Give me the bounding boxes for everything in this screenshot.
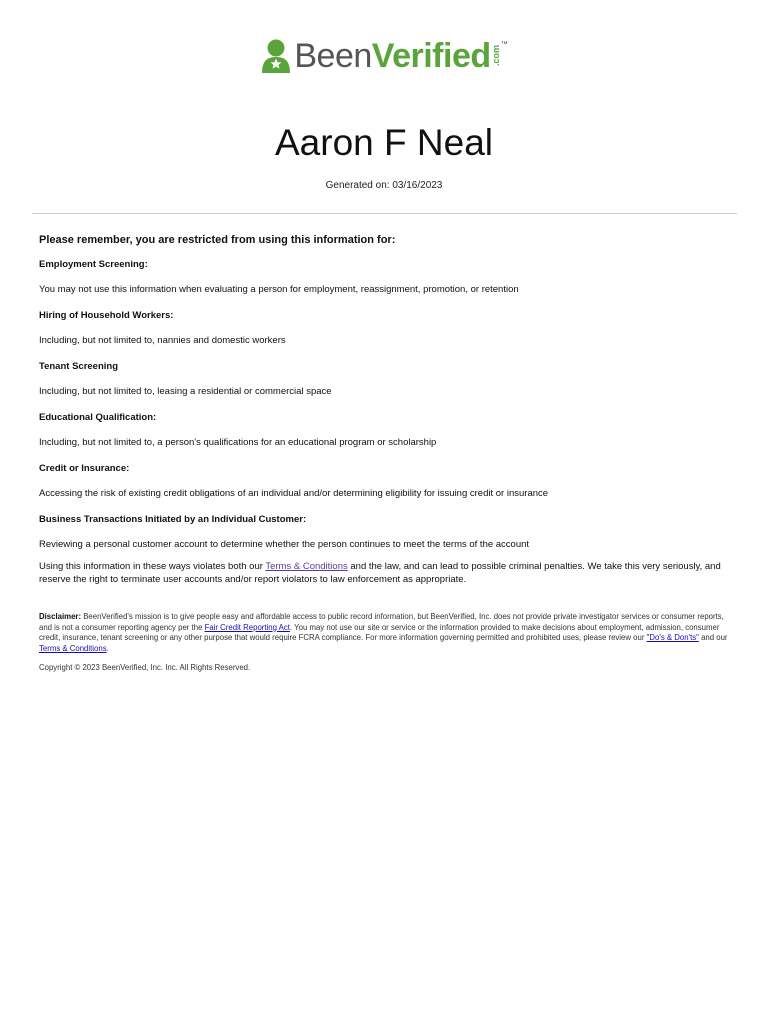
disclaimer [39,612,729,654]
logo-trademark: ™ [500,41,508,48]
warning-text-start: Using this information in these ways violates both our [39,561,266,572]
generated-date: Generated on: 03/16/2023 [325,180,443,191]
restriction-text: You may not use this information when evaluating a person for employment, reassignment, promotion, or retention [39,284,519,295]
logo-been-text: Been [294,37,372,75]
disclaimer-text: . [106,643,109,653]
fcra-link[interactable]: Fair Credit Reporting Act [204,622,290,632]
logo-verified-text: Verified [371,37,491,75]
restriction-text: Accessing the risk of existing credit obligations of an individual and/or determining eligibility for issuing credit or insurance [39,488,549,499]
warning-text-end: and the law, and can lead to possible criminal penalties. We take this very seriously, and reserve the right to terminate user accounts and/or report violators to law enforcement as appropriate. [39,561,721,585]
restriction-title: Credit or Insurance: [39,463,130,474]
logo-wordmark [294,39,490,73]
header-divider [32,213,737,214]
restriction-text: Including, but not limited to, nannies and domestic workers [39,335,286,346]
restriction-title: Hiring of Household Workers: [39,310,174,321]
disclaimer-text: . You may not use our site or service or the information provided to make decisions about employment, admission, consumer credit, insurance, tenant screening or any other purpose that would require FCRA compliance. For more information governing permitted and prohibited uses, please review our [39,622,720,642]
restriction-item [39,463,731,499]
disclaimer-terms-link[interactable]: Terms & Conditions [39,643,107,653]
disclaimer-text: and our [698,633,728,642]
person-star-logo-icon [260,39,292,73]
dos-donts-link[interactable]: "Do's & Don'ts" [646,633,699,642]
restriction-text: Including, but not limited to, a person's qualifications for an educational program or scholarship [39,437,437,448]
terms-conditions-link[interactable]: Terms & Conditions [265,561,348,572]
restriction-item [39,259,731,295]
disclaimer-label: Disclaimer: [39,612,82,621]
logo-com-text: .com [490,45,501,67]
disclaimer-text: BeenVerified's mission is to give people easy and affordable access to public record information, but BeenVerified, Inc. does not provide private investigator services or consumer reports, and is not a consumer reporting agency per the [39,612,724,632]
copyright-notice: Copyright © 2023 BeenVerified, Inc. Inc. All Rights Reserved. [39,663,251,672]
restriction-text: Reviewing a personal customer account to determine whether the person continues to meet the terms of the account [39,539,530,550]
restriction-title: Business Transactions Initiated by an Individual Customer: [39,514,307,525]
restriction-title: Employment Screening: [39,259,148,270]
usage-warning [39,560,731,586]
restriction-title: Tenant Screening [39,361,119,372]
report-subject-name: Aaron F Neal [275,122,493,163]
restriction-title: Educational Qualification: [39,412,157,423]
restriction-item [39,310,731,346]
restriction-item [39,514,731,550]
restrictions-heading: Please remember, you are restricted from using this information for: [39,234,396,246]
restriction-text: Including, but not limited to, leasing a residential or commercial space [39,386,332,397]
brand-logo [0,36,768,76]
restriction-item [39,361,731,397]
restrictions-section [39,234,731,586]
restriction-item [39,412,731,448]
